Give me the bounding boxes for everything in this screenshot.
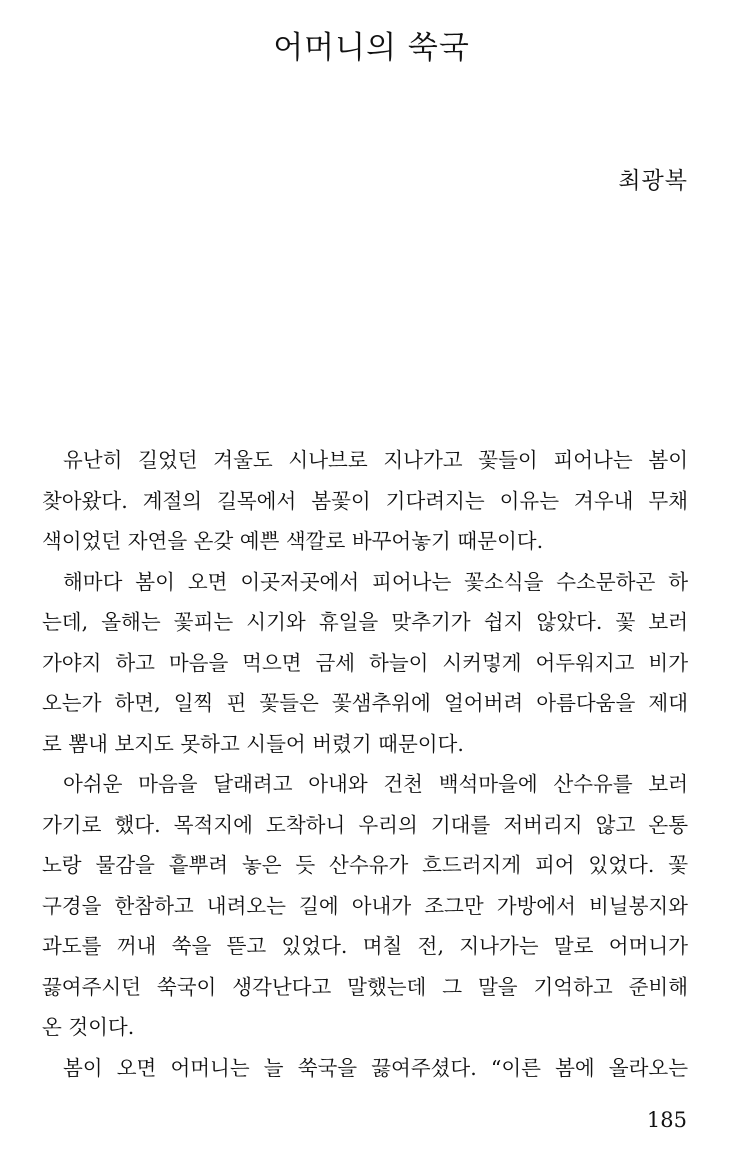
body-line: 찾아왔다. 계절의 길목에서 봄꽃이 기다려지는 이유는 겨우내 무채 — [42, 488, 688, 513]
body-line: 봄이 오면 어머니는 늘 쑥국을 끓여주셨다. “이른 봄에 올라오는 — [63, 1055, 688, 1080]
body-line: 오는가 하면, 일찍 핀 꽃들은 꽃샘추위에 얼어버려 아름다움을 제대 — [42, 691, 688, 715]
body-line: 로 뽐내 보지도 못하고 시들어 버렸기 때문이다. — [42, 731, 464, 756]
body-line: 구경을 한참하고 내려오는 길에 아내가 조그만 가방에서 비닐봉지와 — [42, 893, 688, 918]
body-line: 색이었던 자연을 온갖 예쁜 색깔로 바꾸어놓기 때문이다. — [42, 529, 544, 553]
body-line: 끓여주시던 쑥국이 생각난다고 말했는데 그 말을 기억하고 준비해 — [42, 974, 688, 999]
body-line: 가기로 했다. 목적지에 도착하니 우리의 기대를 저버리지 않고 온통 — [42, 812, 688, 837]
essay-title: 어머니의 쑥국 — [273, 30, 470, 66]
body-line: 아쉬운 마음을 달래려고 아내와 건천 백석마을에 산수유를 보러 — [63, 772, 688, 796]
body-line: 과도를 꺼내 쑥을 뜯고 있었다. 며칠 전, 지나가는 말로 어머니가 — [42, 934, 688, 958]
body-line: 해마다 봄이 오면 이곳저곳에서 피어나는 꽃소식을 수소문하곤 하 — [63, 569, 688, 594]
body-line: 가야지 하고 마음을 먹으면 금세 하늘이 시커멓게 어두워지고 비가 — [42, 650, 688, 675]
body-line: 노랑 물감을 흩뿌려 놓은 듯 산수유가 흐드러지게 피어 있었다. 꽃 — [42, 853, 688, 877]
author-name: 최광복 — [618, 168, 688, 194]
essay-body — [42, 440, 688, 1088]
body-line: 는데, 올해는 꽃피는 시기와 휴일을 맞추기가 쉽지 않았다. 꽃 보러 — [42, 610, 688, 634]
body-line: 온 것이다. — [42, 1015, 135, 1039]
page-number: 185 — [646, 1108, 687, 1132]
body-line: 유난히 길었던 겨울도 시나브로 지나가고 꽃들이 피어나는 봄이 — [63, 448, 688, 472]
